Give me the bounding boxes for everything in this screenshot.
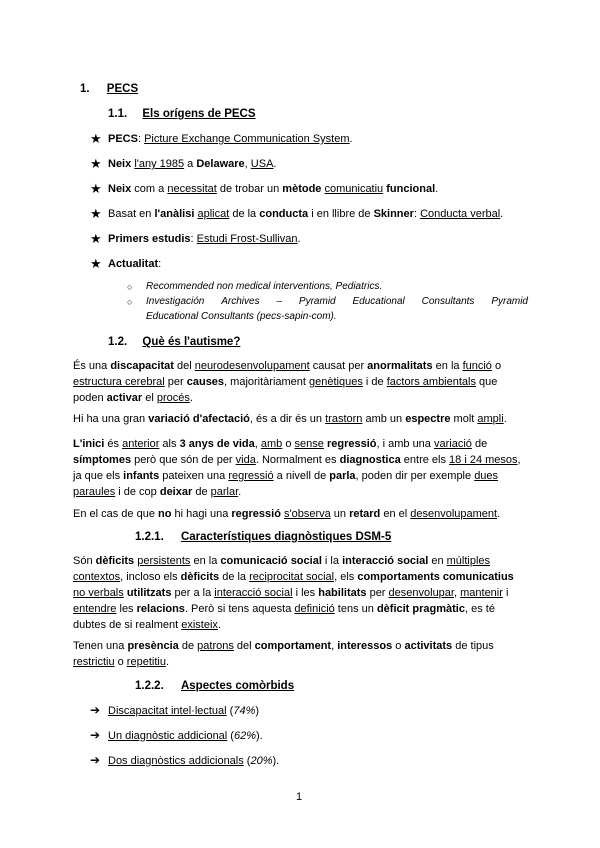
heading-number: 1.1.	[108, 108, 128, 120]
star-bullet-icon: ★	[90, 181, 102, 196]
paragraph-inici: L'inici és anterior als 3 anys de vida, amb o sense regressió, i amb una variació de símptomes però que són de per vida. Normalment es diagnostica entre els 18 i 24 mesos, ja que els infants pateixen una regressió a nivell de parla, poden dir per exemple dues paraules i de cop deixar de parlar.	[73, 438, 521, 498]
paragraph-regressio: En el cas de que no hi hagi una regressió s'observa un retard en el desenvolupament.	[73, 508, 501, 520]
paragraph-definition: És una discapacitat del neurodesenvolupament causat per anormalitats en la funció o estructura cerebral per causes, majoritàriament genètiques i de factors ambientals que poden activar el procés.	[73, 360, 502, 404]
star-bullet-icon: ★	[90, 131, 102, 146]
heading-1-2-2: 1.2.2. Aspectes comòrbids	[135, 680, 295, 692]
bullet-neix-necessitat: Neix com a necessitat de trobar un mètode comunicatiu funcional.	[108, 183, 439, 195]
heading-1-2: 1.2. Què és l'autisme?	[108, 336, 241, 348]
comorbidity-item: Discapacitat intel·lectual (74%)	[108, 705, 260, 717]
heading-number: 1.	[80, 83, 90, 95]
arrow-bullet-icon: ➔	[90, 703, 101, 717]
star-bullet-icon: ★	[90, 206, 102, 221]
heading-title: PECS	[106, 83, 139, 95]
circle-bullet-icon: ○	[127, 282, 133, 292]
bullet-basat: Basat en l'anàlisi aplicat de la conducta i en llibre de Skinner: Conducta verbal.	[108, 208, 504, 220]
bullet-primers-estudis: Primers estudis: Estudi Frost-Sullivan.	[108, 233, 301, 245]
star-bullet-icon: ★	[90, 231, 102, 246]
sub-bullet-2: Investigación Archives – Pyramid Educational Consultants Pyramid	[146, 296, 528, 307]
arrow-bullet-icon: ➔	[90, 753, 101, 767]
bullet-pecs: PECS: Picture Exchange Communication System.	[108, 133, 353, 145]
sub-bullet-1: Recommended non medical interventions, Pediatrics.	[146, 281, 383, 292]
paragraph-dsm5: Són dèficits persistents en la comunicació social i la interacció social en múltiples contextos, incloso els dèficits de la reciprocitat social, els comportaments comunicatius no verbals utilitzats per a la interacció social i les habilitats per desenvolupar, mantenir i entendre les relacions. Però si tens aquesta definició tens un dèficit pragmàtic, es té dubtes de si realment existeix.	[73, 555, 514, 631]
bullet-actualitat: Actualitat:	[108, 258, 162, 270]
paragraph-variacio: Hi ha una gran variació d'afectació, és a dir és un trastorn amb un espectre molt ampli.	[73, 413, 507, 425]
circle-bullet-icon: ○	[127, 297, 133, 307]
heading-1	[80, 83, 138, 95]
arrow-bullet-icon: ➔	[90, 728, 101, 742]
comorbidity-item: Un diagnòstic addicional (62%).	[108, 730, 263, 742]
page-number: 1	[296, 791, 303, 803]
sub-bullet-2-continued: Educational Consultants (pecs-sapin-com).	[146, 311, 337, 322]
paragraph-patrons: Tenen una presència de patrons del comportament, interessos o activitats de tipus restrictiu o repetitiu.	[73, 640, 494, 668]
comorbidity-item: Dos diagnòstics addicionals (20%).	[108, 755, 280, 767]
bullet-neix: Neix l'any 1985 a Delaware, USA.	[108, 158, 277, 170]
star-bullet-icon: ★	[90, 256, 102, 271]
heading-title: Els orígens de PECS	[142, 108, 256, 120]
heading-1-2-1: 1.2.1. Característiques diagnòstiques DSM-5	[135, 531, 392, 543]
star-bullet-icon: ★	[90, 156, 102, 171]
heading-1-1	[108, 108, 256, 120]
